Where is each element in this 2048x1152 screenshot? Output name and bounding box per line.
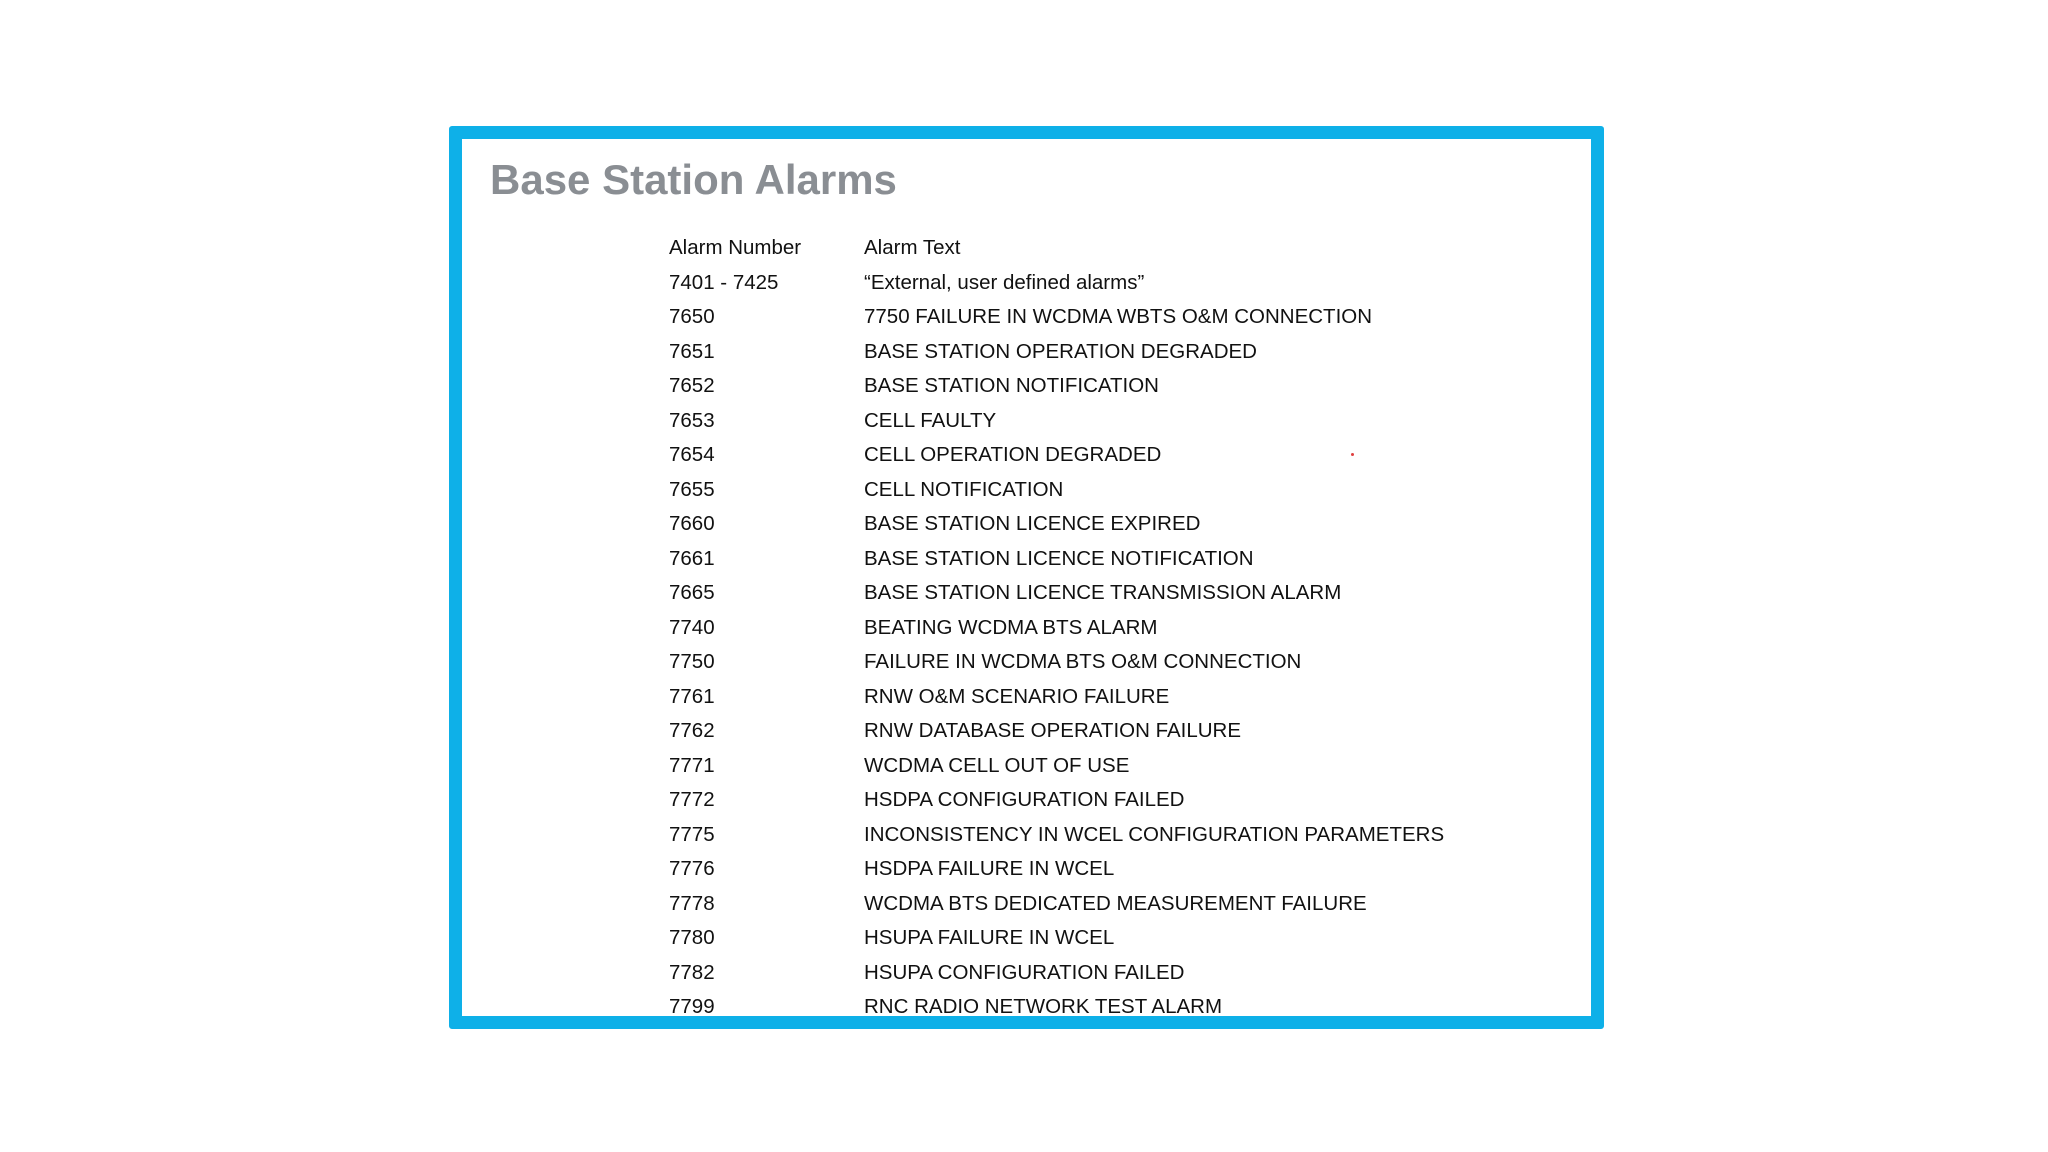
table-row xyxy=(669,438,1444,473)
alarm-number-cell: 7762 xyxy=(669,719,715,743)
alarm-number-cell: 7655 xyxy=(669,477,715,501)
alarm-number-cell: 7652 xyxy=(669,374,715,398)
table-row xyxy=(669,611,1444,646)
alarm-text-cell: HSUPA FAILURE IN WCEL xyxy=(864,926,1115,950)
stray-mark xyxy=(1351,453,1354,456)
table-row xyxy=(669,473,1444,508)
page-title: Base Station Alarms xyxy=(490,156,897,203)
alarm-number-cell: 7654 xyxy=(669,443,715,467)
alarm-number-cell: 7799 xyxy=(669,995,715,1019)
alarm-text-cell: CELL FAULTY xyxy=(864,408,997,432)
alarm-number-cell: 7780 xyxy=(669,926,715,950)
alarm-text-cell: BEATING WCDMA BTS ALARM xyxy=(864,615,1158,639)
table-row xyxy=(669,300,1444,335)
table-row xyxy=(669,887,1444,922)
alarm-number-cell: 7761 xyxy=(669,684,715,708)
alarm-text-cell: RNW DATABASE OPERATION FAILURE xyxy=(864,719,1242,743)
alarm-number-cell: 7651 xyxy=(669,339,715,363)
alarm-text-cell: “External, user defined alarms” xyxy=(864,270,1145,294)
table-row xyxy=(669,818,1444,853)
alarm-number-cell: 7772 xyxy=(669,788,715,812)
alarm-number-cell: 7750 xyxy=(669,650,715,674)
table-row xyxy=(669,645,1444,680)
alarm-text-cell: BASE STATION LICENCE NOTIFICATION xyxy=(864,546,1254,570)
alarm-table xyxy=(669,231,1444,1025)
table-body xyxy=(669,266,1444,1025)
alarm-text-cell: BASE STATION OPERATION DEGRADED xyxy=(864,339,1257,363)
alarm-text-cell: INCONSISTENCY IN WCEL CONFIGURATION PARAMETERS xyxy=(864,822,1445,846)
table-row xyxy=(669,783,1444,818)
table-row xyxy=(669,542,1444,577)
table-row xyxy=(669,369,1444,404)
column-header-alarm-text: Alarm Text xyxy=(864,236,961,260)
alarm-number-cell: 7660 xyxy=(669,512,715,536)
alarm-number-cell: 7771 xyxy=(669,753,715,777)
table-row xyxy=(669,404,1444,439)
alarm-number-cell: 7775 xyxy=(669,822,715,846)
alarm-text-cell: CELL OPERATION DEGRADED xyxy=(864,443,1162,467)
table-row xyxy=(669,266,1444,301)
alarm-number-cell: 7776 xyxy=(669,857,715,881)
table-row xyxy=(669,956,1444,991)
alarm-text-cell: HSUPA CONFIGURATION FAILED xyxy=(864,960,1185,984)
alarm-number-cell: 7665 xyxy=(669,581,715,605)
table-row xyxy=(669,921,1444,956)
alarm-number-cell: 7782 xyxy=(669,960,715,984)
column-header-alarm-number: Alarm Number xyxy=(669,236,802,260)
alarm-number-cell: 7778 xyxy=(669,891,715,915)
table-header-row xyxy=(669,231,1444,266)
alarm-text-cell: RNW O&M SCENARIO FAILURE xyxy=(864,684,1170,708)
table-row xyxy=(669,680,1444,715)
table-row xyxy=(669,714,1444,749)
alarm-text-cell: HSDPA FAILURE IN WCEL xyxy=(864,857,1115,881)
alarm-number-cell: 7650 xyxy=(669,305,715,329)
table-row xyxy=(669,852,1444,887)
alarm-panel-frame xyxy=(449,126,1604,1029)
alarm-number-cell: 7740 xyxy=(669,615,715,639)
alarm-text-cell: BASE STATION NOTIFICATION xyxy=(864,374,1159,398)
table-row xyxy=(669,335,1444,370)
alarm-number-cell: 7653 xyxy=(669,408,715,432)
table-row xyxy=(669,749,1444,784)
alarm-text-cell: WCDMA CELL OUT OF USE xyxy=(864,753,1130,777)
table-row xyxy=(669,507,1444,542)
alarm-text-cell: FAILURE IN WCDMA BTS O&M CONNECTION xyxy=(864,650,1302,674)
alarm-text-cell: WCDMA BTS DEDICATED MEASUREMENT FAILURE xyxy=(864,891,1367,915)
alarm-number-cell: 7661 xyxy=(669,546,715,570)
table-row xyxy=(669,990,1444,1025)
alarm-text-cell: BASE STATION LICENCE TRANSMISSION ALARM xyxy=(864,581,1342,605)
alarm-text-cell: BASE STATION LICENCE EXPIRED xyxy=(864,512,1201,536)
alarm-text-cell: HSDPA CONFIGURATION FAILED xyxy=(864,788,1185,812)
table-row xyxy=(669,576,1444,611)
alarm-text-cell: CELL NOTIFICATION xyxy=(864,477,1064,501)
alarm-text-cell: RNC RADIO NETWORK TEST ALARM xyxy=(864,995,1223,1019)
alarm-number-cell: 7401 - 7425 xyxy=(669,270,779,294)
alarm-text-cell: 7750 FAILURE IN WCDMA WBTS O&M CONNECTION xyxy=(864,305,1373,329)
